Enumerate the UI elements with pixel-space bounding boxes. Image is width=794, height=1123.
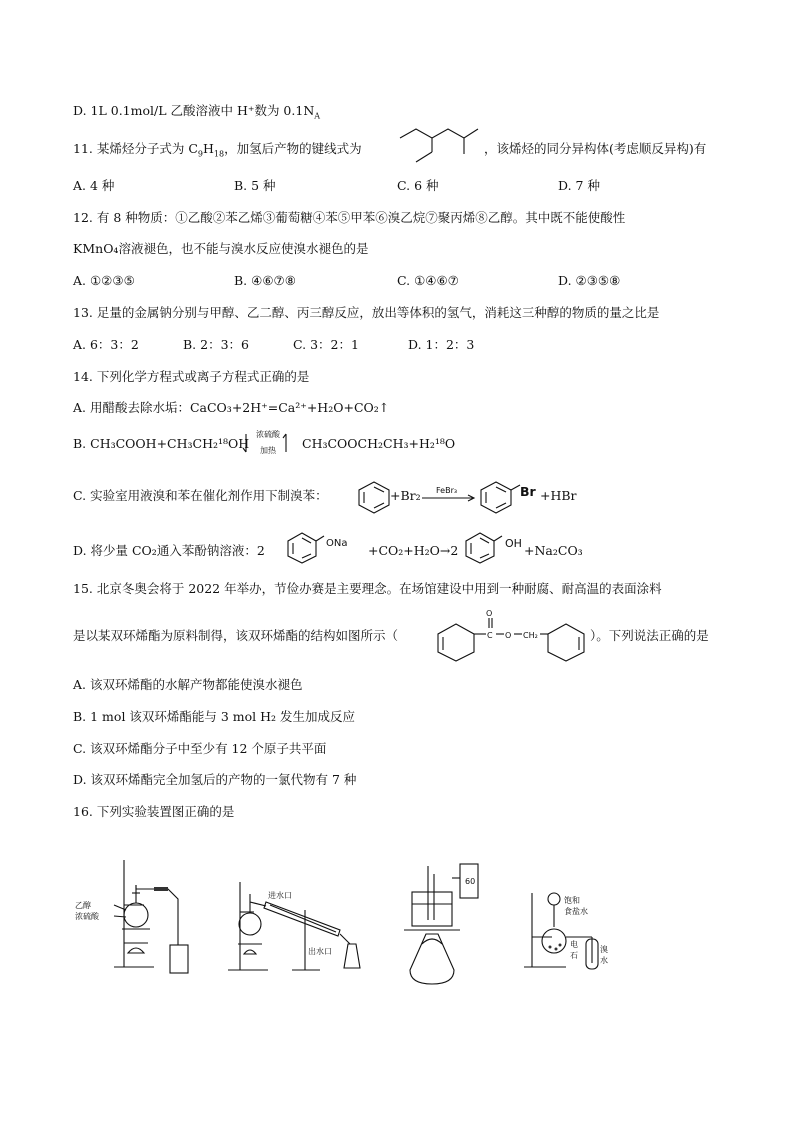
q14-option-d-left: D. 将少量 CO₂通入苯酚钠溶液：2 [73,543,265,558]
q14-c-br-label: Br [520,484,536,499]
q13-option-a: A. 6：3：2 [73,337,139,352]
q14-option-a: A. 用醋酸去除水垢：CaCO₃+2H⁺=Ca²⁺+H₂O+CO₂↑ [73,400,390,415]
q11-stem-end: ，该烯烃的同分异构体(考虑顺反异构)有 [484,141,707,156]
q14-option-b-left: B. CH₃COOH+CH₃CH₂¹⁸OH [73,436,250,451]
q11-stem: 11. 某烯烃分子式为 $C_9H_{18}$，加氢后产物的键线式为 [73,141,362,159]
q15-option-c: C. 该双环烯酯分子中至少有 12 个原子共平面 [73,741,327,756]
q14-b-condition-top: 浓硫酸 [256,430,280,439]
fig3-thermometer-reading: 60 [465,877,476,886]
q12-option-b: B. ④⑥⑦⑧ [234,273,296,288]
q14-option-b-right: CH₃COOCH₂CH₃+H₂¹⁸O [302,436,456,451]
fig2-water-inlet: 进水口 [268,891,292,900]
q10-option-d: D. 1L 0.1mol/L 乙酸溶液中 H⁺数为 $0.1N_A$ [73,103,321,121]
q14-d-mid: +CO₂+H₂O→2 [368,543,459,558]
q13-option-c: C. 3：2：1 [293,337,359,352]
fig1-label-ethanol: 乙醇 [75,901,91,910]
q11-skeletal-formula [398,124,480,166]
q12-option-a: A. ①②③⑤ [73,273,135,288]
q16-stem: 16. 下列实验装置图正确的是 [73,804,235,819]
q15-option-b: B. 1 mol 该双环烯酯能与 3 mol H₂ 发生加成反应 [73,709,356,724]
q13-option-d: D. 1：2：3 [408,337,475,352]
q11-option-a: A. 4 种 [73,178,115,193]
q14-b-condition-bottom: 加热 [260,446,276,455]
q13-option-b: B. 2：3：6 [183,337,249,352]
q14-d-ona: ONa [326,538,348,549]
fig4-label-bromine-2: 水 [600,956,608,965]
q13-stem: 13. 足量的金属钠分别与甲醇、乙二醇、丙三醇反应，放出等体积的氢气，消耗这三种醇的物质的量之比是 [73,305,660,320]
q12-option-d: D. ②③⑤⑧ [558,273,621,288]
apparatus-figure-2 [220,872,370,982]
q12-option-c: C. ①④⑥⑦ [397,273,459,288]
q14-c-reactant: +Br₂ [390,488,421,503]
fig1-label-acid: 浓硫酸 [75,912,99,921]
benzene-ring-icon [356,480,392,514]
q15-stem-line2a: 是以某双环烯酯为原料制得，该双环烯酯的结构如图所示（ [73,628,399,643]
fig4-label-carbide-1: 电 [570,940,578,949]
bromobenzene-ring-icon [478,480,514,514]
q14-c-catalyst: FeBr₃ [436,486,458,495]
q12-stem-line2: KMnO₄溶液褪色，也不能与溴水反应使溴水褪色的是 [73,241,369,256]
fig4-label-brine: 食盐水 [564,907,588,916]
q15-option-d: D. 该双环烯酯完全加氢后的产物的一氯代物有 7 种 [73,772,357,787]
q14-c-product: +HBr [540,488,577,503]
q15-option-a: A. 该双环烯酯的水解产物都能使溴水褪色 [73,677,303,692]
apparatus-figure-3 [400,860,490,990]
q15-struct-o-top: O [486,609,493,618]
q15-stem-line2b: ）。下列说法正确的是 [590,628,709,643]
q11-option-d: D. 7 种 [558,178,600,193]
q14-option-c-left: C. 实验室用液溴和苯在催化剂作用下制溴苯： [73,488,328,503]
q15-struct-ch2: CH₂ [523,631,538,640]
q12-stem-line1: 12. 有 8 种物质：①乙酸②苯乙烯③葡萄糖④苯⑤甲苯⑥溴乙烷⑦聚丙烯⑧乙醇。其中既不能使酸性 [73,210,626,225]
q15-stem-line1: 15. 北京冬奥会将于 2022 年举办，节俭办赛是主要理念。在场馆建设中用到一种耐腐、耐高温的表面涂料 [73,581,662,596]
q14-stem: 14. 下列化学方程式或离子方程式正确的是 [73,369,310,384]
q15-struct-o: O [505,631,512,640]
fig4-label-carbide-2: 石 [570,951,578,960]
q11-option-c: C. 6 种 [397,178,439,193]
q15-struct-c: C [487,631,493,640]
fig4-label-bromine-1: 溴 [600,945,608,954]
q11-option-b: B. 5 种 [234,178,276,193]
q14-d-oh: OH [505,537,522,550]
q14-d-right: +Na₂CO₃ [524,543,583,558]
fig2-water-outlet: 出水口 [308,947,332,956]
q14-c-arrow [422,494,478,502]
bicyclic-ester-structure [436,610,588,662]
fig4-label-saturated: 饱和 [564,896,580,905]
